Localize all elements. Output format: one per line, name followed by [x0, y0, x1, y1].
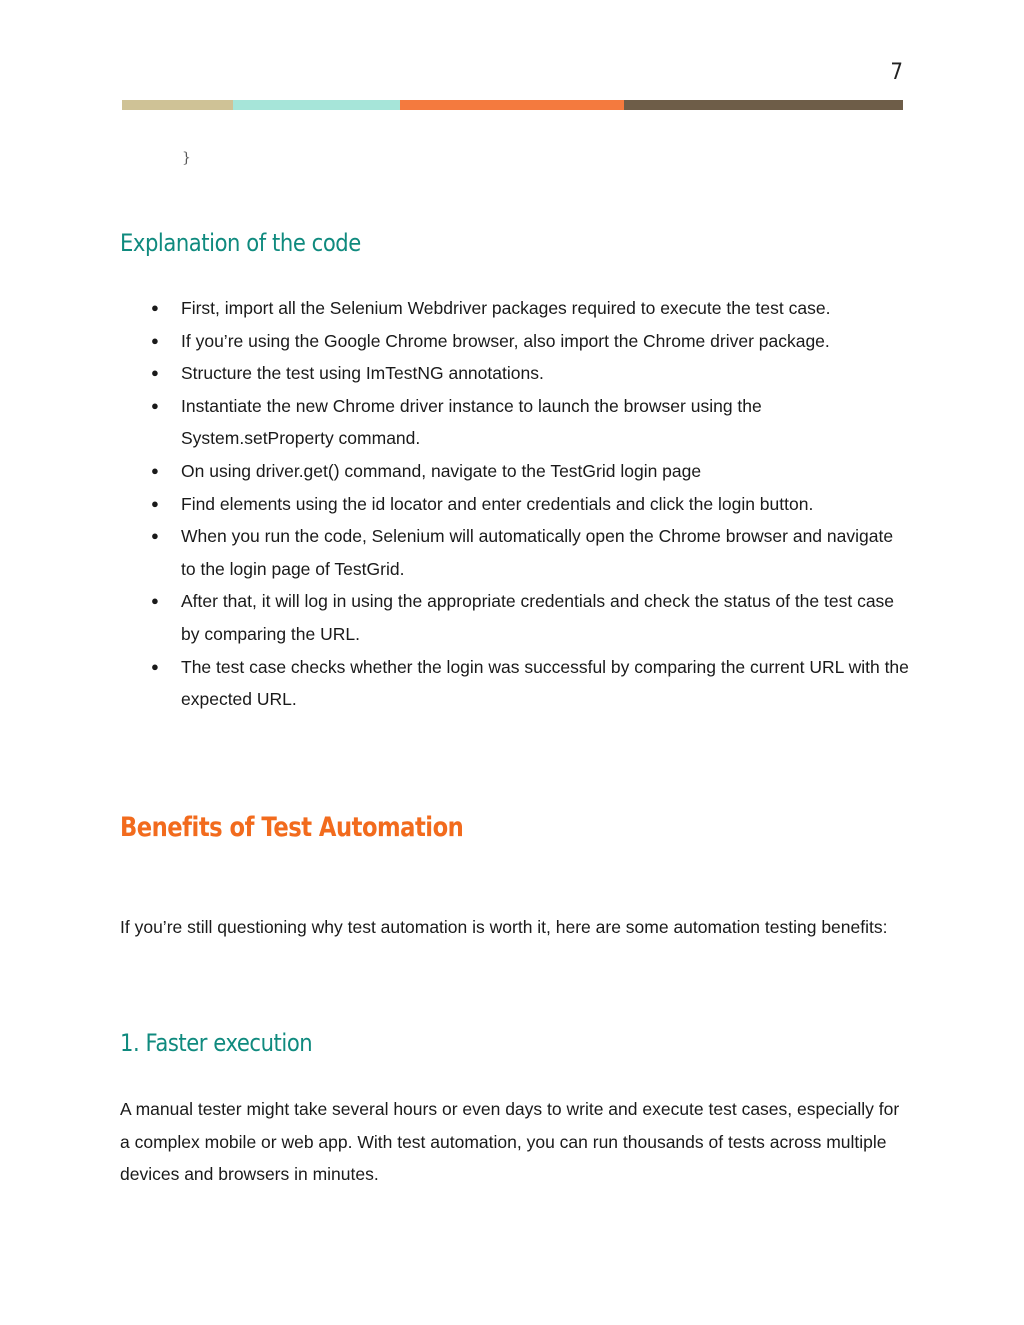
list-item: ● If you’re using the Google Chrome browser, also import the Chrome driver package.	[120, 325, 910, 358]
bullet-icon: ●	[151, 658, 159, 674]
list-item: ● Find elements using the id locator and enter credentials and click the login button.	[120, 488, 910, 521]
list-item: ● Instantiate the new Chrome driver instance to launch the browser using the System.setProperty command.	[120, 390, 910, 455]
color-bar-segment-3	[400, 100, 624, 110]
page-number: 7	[890, 60, 903, 85]
list-item: ● The test case checks whether the login was successful by comparing the current URL with the expected URL.	[120, 651, 910, 716]
header-color-bar	[122, 100, 903, 110]
list-item: ● First, import all the Selenium Webdriver packages required to execute the test case.	[120, 292, 910, 325]
section-heading-faster-execution: 1. Faster execution	[120, 1029, 313, 1057]
bullet-icon: ●	[151, 397, 159, 413]
section-heading-explanation: Explanation of the code	[120, 229, 361, 257]
bullet-icon: ●	[151, 365, 159, 381]
bullet-icon: ●	[151, 332, 159, 348]
explanation-list	[120, 292, 910, 716]
list-item: ● When you run the code, Selenium will automatically open the Chrome browser and navigate to the login page of TestGrid.	[120, 520, 910, 585]
bullet-icon: ●	[151, 300, 159, 315]
code-closing-brace: }	[182, 150, 191, 166]
list-item: ● After that, it will log in using the appropriate credentials and check the status of the test case by comparing the URL.	[120, 585, 910, 650]
color-bar-segment-1	[122, 100, 233, 110]
benefits-intro-paragraph: If you’re still questioning why test automation is worth it, here are some automation testing benefits:	[120, 917, 888, 937]
color-bar-segment-4	[624, 100, 903, 110]
bullet-icon: ●	[151, 495, 159, 511]
color-bar-segment-2	[233, 100, 400, 110]
list-item: ● On using driver.get() command, navigate to the TestGrid login page	[120, 455, 910, 488]
bullet-icon: ●	[151, 462, 159, 478]
bullet-icon: ●	[151, 593, 159, 609]
faster-execution-paragraph: A manual tester might take several hours or even days to write and execute test cases, especially for a complex mobile or web app. With test automation, you can run thousands of tests across multiple devices and browsers in minutes.	[120, 1099, 900, 1185]
bullet-icon: ●	[151, 528, 159, 544]
section-heading-benefits: Benefits of Test Automation	[120, 812, 464, 843]
list-item: ● Structure the test using ImTestNG annotations.	[120, 357, 910, 390]
